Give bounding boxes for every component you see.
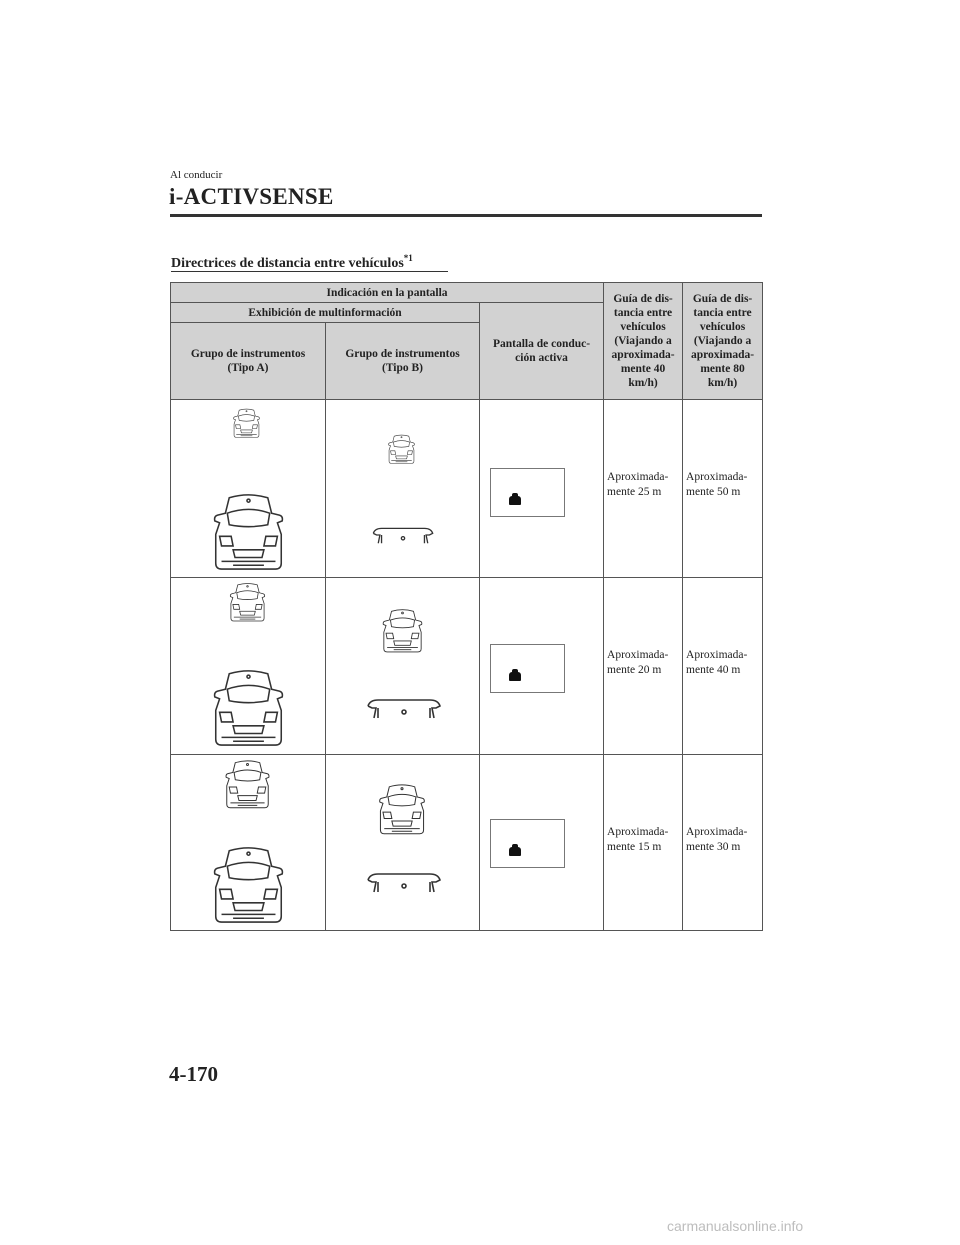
distance-80-value: Aproximada- mente 30 m: [686, 826, 748, 853]
own-hood-icon: [364, 867, 444, 897]
driving-display-screen: [490, 819, 565, 868]
type-b-cell: [326, 755, 480, 931]
type-a-cell: [171, 755, 326, 931]
footnote-mark: *1: [403, 253, 413, 263]
header-rule: [170, 214, 762, 217]
distance-80-cell: [683, 400, 763, 578]
table-title: [171, 253, 413, 272]
driving-display-screen: [490, 644, 565, 693]
header-active-driving-text: Pantalla de conduc- ción activa: [492, 338, 591, 364]
type-b-cell: [326, 578, 480, 755]
distance-80-cell: [683, 578, 763, 755]
header-guide-40-text: Guía de dis- tancia entre vehículos (Viajando a aproximada- mente 40 km/h): [611, 293, 675, 389]
title-underline: [171, 271, 448, 272]
lead-car-icon: [368, 783, 436, 835]
driving-display-screen: [490, 468, 565, 517]
lead-car-icon: [383, 434, 420, 464]
distance-40-value: Aproximada- mente 20 m: [607, 649, 669, 676]
distance-guide-table: [170, 282, 763, 931]
distance-medium-icon: [509, 672, 521, 681]
type-a-cell: [171, 400, 326, 578]
active-display-cell: [480, 755, 604, 931]
header-type-b: [326, 323, 480, 400]
type-a-cell: [171, 578, 326, 755]
own-hood-icon: [370, 524, 436, 546]
lead-car-icon: [215, 759, 280, 809]
table-row: [171, 755, 763, 931]
watermark: carmanualsonline.info: [667, 1218, 804, 1234]
active-display-cell: [480, 400, 604, 578]
header-guide-80-text: Guía de dis- tancia entre vehículos (Viajando a aproximada- mente 80 km/h): [691, 293, 755, 389]
page-number: 4-170: [169, 1062, 218, 1086]
distance-far-icon: [509, 496, 521, 505]
table-title-text: Directrices de distancia entre vehículos: [171, 256, 404, 271]
section-label: Al conducir: [170, 169, 223, 181]
header-active-driving: [480, 303, 604, 400]
header-type-b-text: Grupo de instrumentos (Tipo B): [345, 348, 460, 374]
own-hood-icon: [364, 696, 444, 720]
distance-40-cell: [604, 578, 683, 755]
distance-80-value: Aproximada- mente 50 m: [686, 471, 748, 498]
distance-40-cell: [604, 755, 683, 931]
type-b-cell: [326, 400, 480, 578]
header-multiinfo: Exhibición de multinformación: [171, 303, 480, 323]
own-car-icon: [209, 668, 288, 747]
lead-car-icon: [375, 608, 430, 653]
active-display-cell: [480, 578, 604, 755]
table-row: [171, 578, 763, 755]
lead-car-icon: [228, 408, 265, 438]
own-car-icon: [209, 492, 288, 571]
distance-40-cell: [604, 400, 683, 578]
distance-80-value: Aproximada- mente 40 m: [686, 649, 748, 676]
chapter-title: i-ACTIVSENSE: [169, 184, 334, 209]
distance-80-cell: [683, 755, 763, 931]
lead-car-icon: [222, 582, 273, 622]
own-car-icon: [209, 845, 288, 924]
distance-near-icon: [509, 847, 521, 856]
header-type-a-text: Grupo de instrumentos (Tipo A): [190, 348, 306, 374]
header-guide-40: [604, 283, 683, 400]
distance-40-value: Aproximada- mente 15 m: [607, 826, 669, 853]
table-row: [171, 400, 763, 578]
header-type-a: [171, 323, 326, 400]
header-guide-80: [683, 283, 763, 400]
distance-40-value: Aproximada- mente 25 m: [607, 471, 669, 498]
header-display: Indicación en la pantalla: [171, 283, 604, 303]
